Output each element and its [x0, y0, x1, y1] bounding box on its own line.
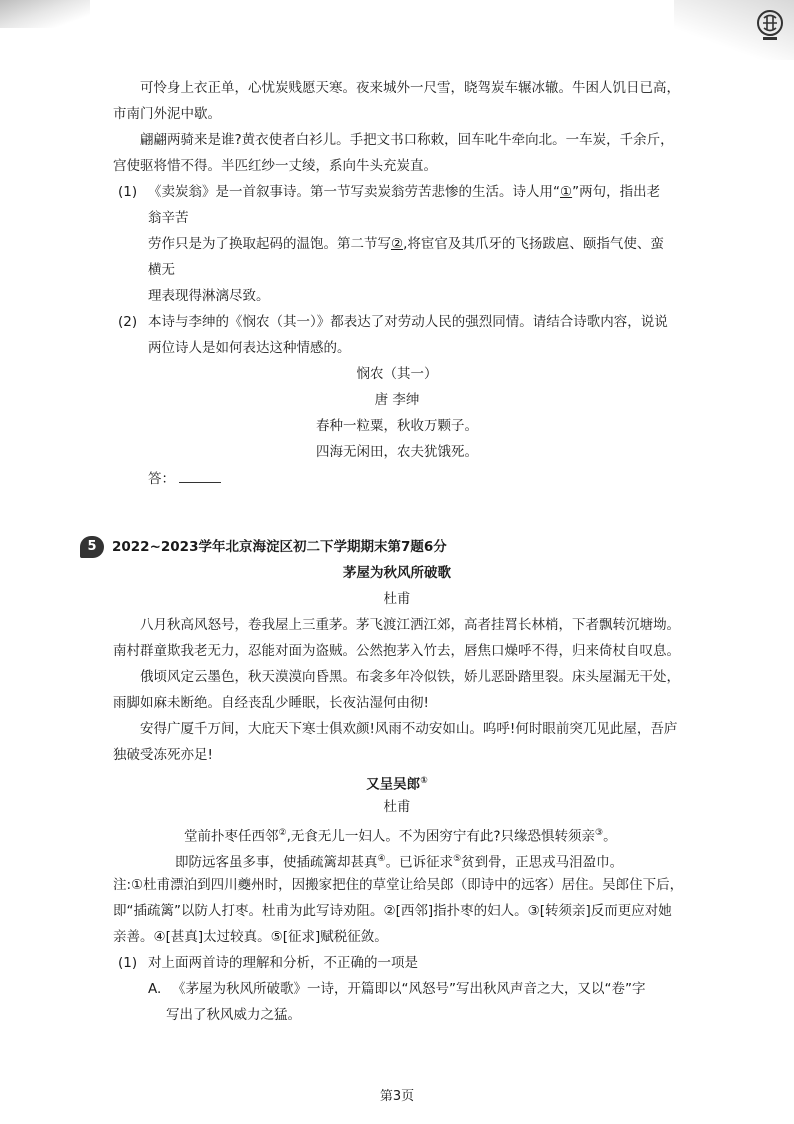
answer-blank[interactable] [179, 469, 221, 483]
question-text: 对上面两首诗的理解和分析，不正确的一项是 [148, 955, 418, 971]
question-text: 两位诗人是如何表达这种情感的。 [148, 340, 351, 356]
question-source-header: 2022~2023学年北京海淀区初二下学期期末第7题6分 [112, 539, 447, 555]
poem-author: 唐 李绅 [374, 392, 420, 408]
footnote-mark: ① [420, 776, 428, 786]
question-text: 横无 [148, 262, 175, 278]
poem-line: 八月秋高风怒号，卷我屋上三重茅。茅飞渡江洒江郊，高者挂罥长林梢，下者飘转沉塘坳。 [140, 617, 680, 633]
poem-title: 又呈吴郎① [366, 776, 428, 793]
poem-line: 四海无闲田，农夫犹饿死。 [316, 444, 478, 460]
publisher-logo-icon [755, 8, 785, 42]
blank-mark: ① [560, 184, 573, 200]
poem-title: 悯农（其一） [356, 366, 438, 382]
option-text: 写出了秋风威力之猛。 [166, 1007, 301, 1023]
poem-line: 春种一粒粟，秋收万颗子。 [316, 418, 478, 434]
question-text: 劳作只是为了换取起码的温饱。第二节写②,将宦官及其爪牙的飞扬跋扈、颐指气使、蛮 [148, 236, 664, 252]
question-text: 本诗与李绅的《悯农（其一）》都表达了对劳动人民的强烈同情。请结合诗歌内容，说说 [148, 314, 668, 330]
note-line: 亲善。④[甚真]太过较真。⑤[征求]赋税征敛。 [113, 929, 388, 945]
poem-title: 茅屋为秋风所破歌 [343, 565, 451, 581]
note-line: 注:①杜甫漂泊到四川夔州时，因搬家把住的草堂让给吴郎（即诗中的远客）居住。吴郎住下后， [113, 877, 684, 893]
poem-line: 市南门外泥中歇。 [113, 106, 221, 122]
poem-line: 安得广厦千万间，大庇天下寒士俱欢颜!风雨不动安如山。呜呼!何时眼前突兀见此屋，吾庐 [140, 721, 678, 737]
poem-author: 杜甫 [383, 591, 411, 607]
poem-line: 独破受冻死亦足! [113, 747, 213, 763]
poem-line: 俄顷风定云墨色，秋天漠漠向昏黑。布衾多年冷似铁，娇儿恶卧踏里裂。床头屋漏无干处， [140, 669, 680, 685]
poem-line: 堂前扑枣任西邻②,无食无儿一妇人。不为困穷宁有此?只缘恐惧转须亲③。 [184, 828, 617, 845]
answer-line: 答： [148, 469, 221, 489]
poem-line: 可怜身上衣正单，心忧炭贱愿天寒。夜来城外一尺雪，晓驾炭车辗冰辙。牛困人饥日已高， [140, 80, 680, 96]
poem-line: 南村群童欺我老无力，忍能对面为盗贼。公然抱茅入竹去，唇焦口燥呼不得，归来倚杖自叹息。 [113, 643, 680, 659]
poem-line: 宫使驱将惜不得。半匹红纱一丈绫，系向牛头充炭直。 [113, 158, 437, 174]
blank-mark: ② [391, 236, 404, 252]
question-text: 理表现得淋漓尽致。 [148, 288, 270, 304]
page-number: 第3页 [379, 1089, 415, 1104]
question-number: (1) [118, 955, 138, 971]
question-number: (1) [118, 184, 138, 200]
question-text: 翁辛苦 [148, 210, 189, 226]
option-label[interactable]: A. [148, 981, 162, 997]
poem-line: 雨脚如麻未断绝。自经丧乱少睡眠，长夜沾湿何由彻! [113, 695, 429, 711]
option-text: 《茅屋为秋风所破歌》一诗，开篇即以“风怒号”写出秋风声音之大，又以“卷”字 [172, 981, 646, 997]
question-text: 《卖炭翁》是一首叙事诗。第一节写卖炭翁劳苦悲惨的生活。诗人用“①”两句，指出老 [148, 184, 661, 200]
poem-line: 即防远客虽多事，使插疏篱却甚真④。已诉征求⑤贫到骨，正思戎马泪盈巾。 [175, 854, 624, 871]
corner-shade-left [0, 0, 90, 28]
question-badge: 5 [80, 536, 104, 558]
note-line: 即“插疏篱”以防人打枣。杜甫为此写诗劝阻。②[西邻]指扑枣的妇人。③[转须亲]反而更应对她 [113, 903, 672, 919]
question-number: (2) [118, 314, 138, 330]
poem-author: 杜甫 [383, 799, 411, 815]
poem-line: 翩翩两骑来是谁?黄衣使者白衫儿。手把文书口称敕，回车叱牛牵向北。一车炭，千余斤， [140, 132, 674, 148]
